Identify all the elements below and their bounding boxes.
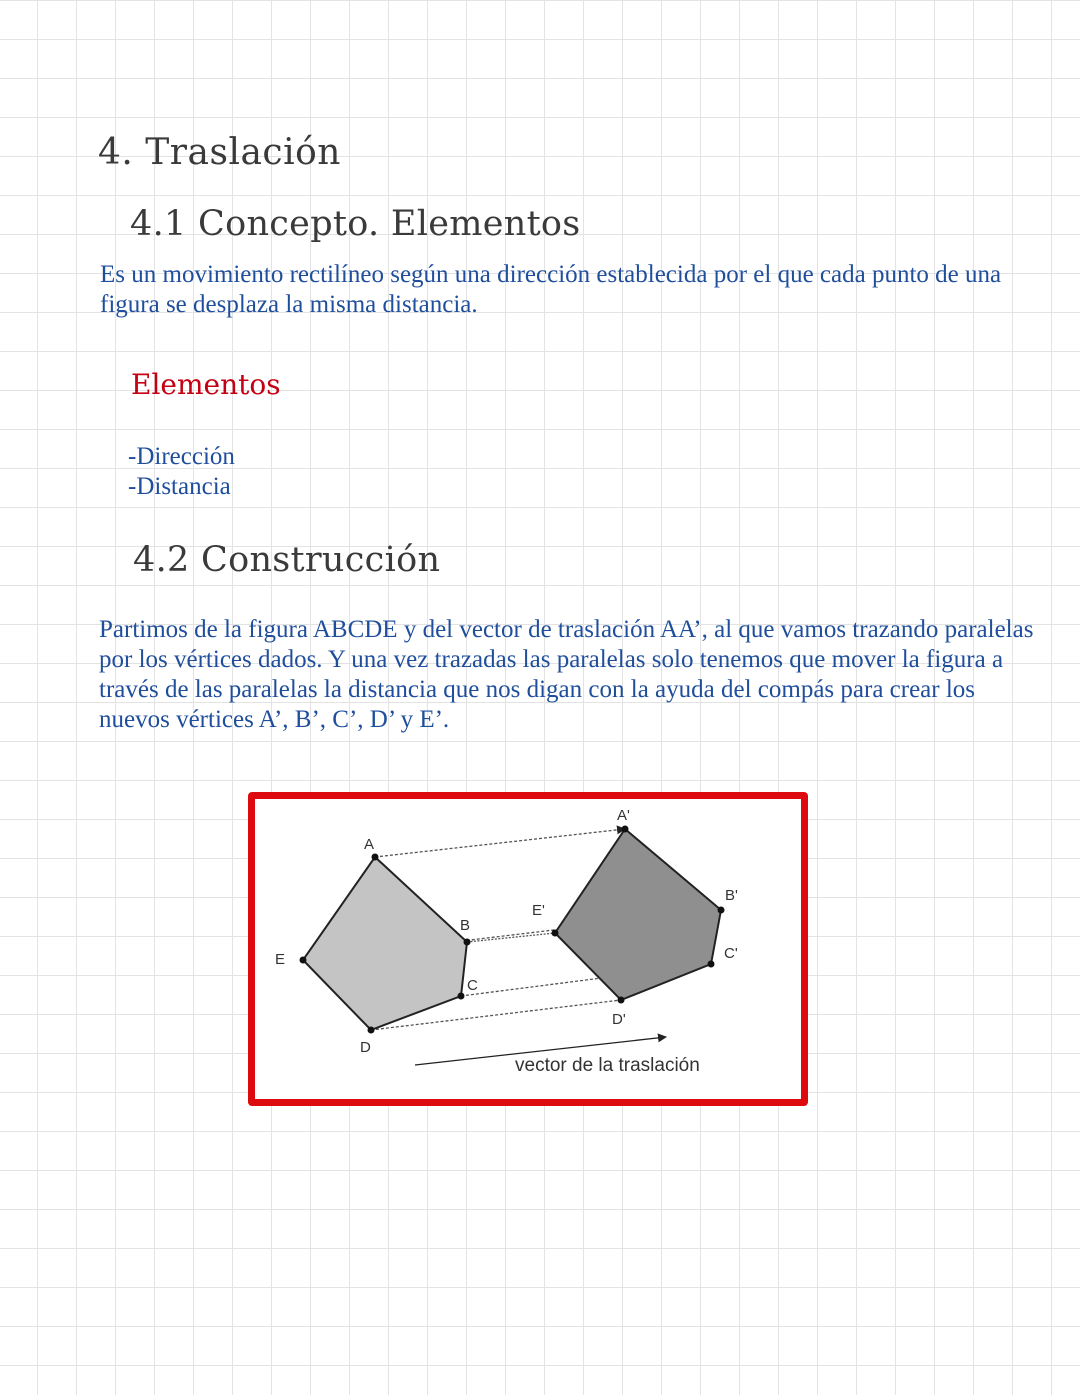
- parallel-line-b: [467, 933, 555, 942]
- label-b: B: [460, 917, 471, 934]
- section-title-concepto: 4.1 Concepto. Elementos: [130, 204, 581, 244]
- vertex-b: [464, 939, 471, 946]
- label-c: C: [467, 977, 478, 994]
- label-d-prime: D': [612, 1011, 626, 1028]
- vertex-e-prime: [552, 930, 559, 937]
- original-pentagon: [303, 857, 467, 1030]
- vertex-a: [372, 854, 379, 861]
- list-item: -Distancia: [128, 473, 231, 500]
- translation-figure: [248, 792, 808, 1106]
- label-e-prime: E': [532, 902, 545, 919]
- definition-paragraph: Es un movimiento rectilíneo según una dirección establecida por el que cada punto de una figura se desplaza la misma distancia.: [100, 261, 1002, 318]
- translation-diagram: [255, 799, 801, 1099]
- translation-vector-caption: vector de la traslación: [515, 1055, 700, 1076]
- label-a-prime: A': [617, 807, 630, 824]
- construction-paragraph: Partimos de la figura ABCDE y del vector de traslación AA’, al que vamos trazando paralelas por los vértices dados. Y una vez trazadas las paralelas solo tenemos que mover la figura a través de las paralelas la distancia que nos digan con la ayuda del compás para crear los nuevos vértices A’, B’, C’, D’ y E’.: [99, 616, 1034, 733]
- elements-list: [128, 442, 235, 502]
- page-title: 4. Traslación: [98, 132, 341, 173]
- label-d: D: [360, 1039, 371, 1056]
- list-item: -Dirección: [128, 443, 235, 470]
- label-a: A: [364, 836, 375, 853]
- vertex-c-prime: [708, 961, 715, 968]
- elements-heading: Elementos: [131, 368, 281, 401]
- parallel-line-a: [375, 829, 625, 857]
- label-b-prime: B': [725, 887, 738, 904]
- vertex-e: [300, 957, 307, 964]
- section-title-construccion: 4.2 Construcción: [133, 540, 441, 580]
- vertex-a-prime: [622, 826, 629, 833]
- translated-pentagon: [555, 829, 721, 1000]
- vertex-d-prime: [618, 997, 625, 1004]
- label-e: E: [275, 951, 286, 968]
- vertex-c: [458, 993, 465, 1000]
- vertex-b-prime: [718, 907, 725, 914]
- vertex-d: [368, 1027, 375, 1034]
- label-c-prime: C': [724, 945, 738, 962]
